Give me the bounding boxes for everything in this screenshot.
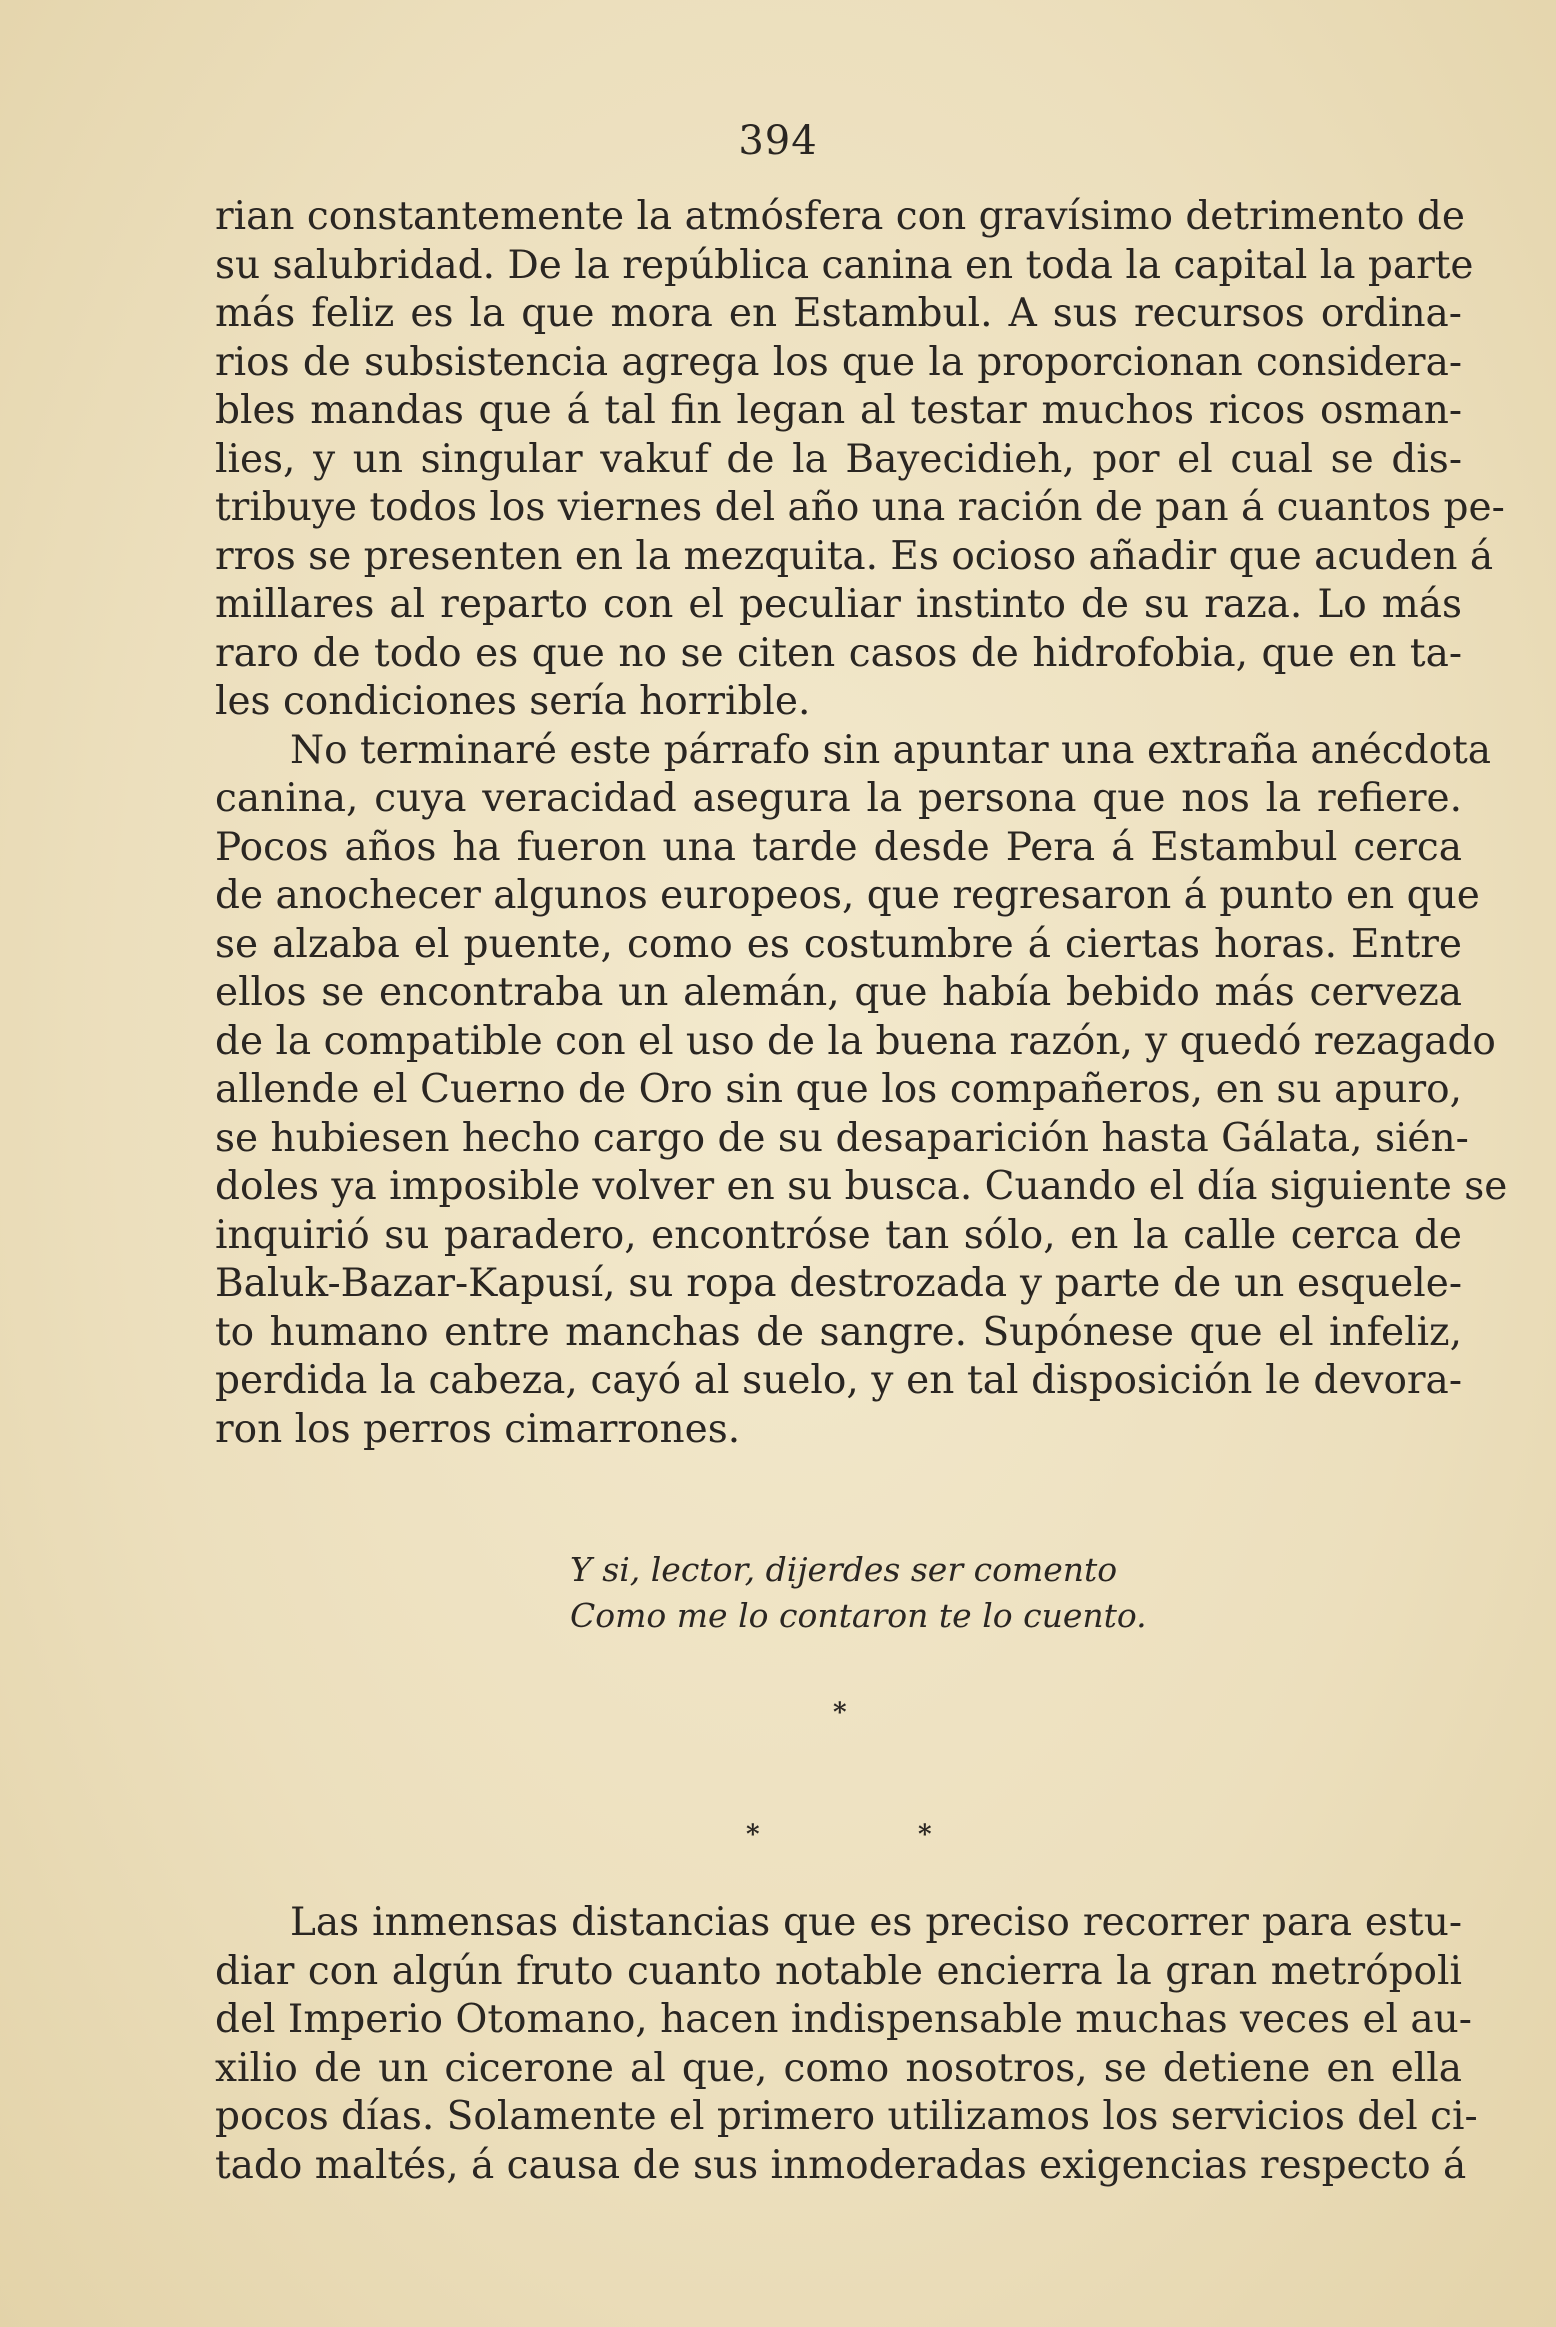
text-line: to humano entre manchas de sangre. Supónese que el infeliz, [215, 1309, 1462, 1355]
text-line: rios de subsistencia agrega los que la proporcionan considera- [215, 339, 1462, 385]
text-line: allende el Cuerno de Oro sin que los compañeros, en su apuro, [215, 1067, 1462, 1112]
text-line: raro de todo es que no se citen casos de hidrofobia, que en ta- [215, 630, 1462, 676]
text-line: de anochecer algunos europeos, que regresaron á punto en que [215, 873, 1480, 918]
verse-line: Y si, lector, dijerdes ser comento [570, 1550, 1118, 1589]
body-text-upper [215, 193, 1508, 1454]
text-line: canina, cuya veracidad asegura la persona que nos la refiere. [215, 776, 1462, 821]
text-line: más feliz es la que mora en Estambul. A sus recursos ordina- [215, 291, 1462, 336]
text-line: Pocos años ha fueron una tarde desde Pera á Estambul cerca [215, 824, 1462, 870]
text-line: No terminaré este párrafo sin apuntar una extraña anécdota [290, 727, 1492, 773]
page-number: 394 [738, 118, 818, 164]
text-line: ron los perros cimarrones. [215, 1406, 741, 1452]
text-line: pocos días. Solamente el primero utilizamos los servicios del ci- [215, 2094, 1478, 2139]
text-line: perdida la cabeza, cayó al suelo, y en tal disposición le devora- [215, 1358, 1462, 1403]
text-line: tado maltés, á causa de sus inmoderadas exigencias respecto á [215, 2142, 1467, 2188]
text-line: inquirió su paradero, encontróse tan sólo, en la calle cerca de [215, 1212, 1462, 1258]
text-line: diar con algún fruto cuanto notable encierra la gran metrópoli [215, 1948, 1462, 1994]
text-line: xilio de un cicerone al que, como nosotros, se detiene en ella [215, 2045, 1462, 2091]
text-line: les condiciones sería horrible. [215, 679, 811, 724]
text-line: bles mandas que á tal fin legan al testar muchos ricos osman- [215, 388, 1462, 433]
asterism-star: * [833, 1698, 847, 1728]
asterism-star: * [918, 1820, 932, 1850]
text-line: tribuye todos los viernes del año una ración de pan á cuantos pe- [215, 485, 1505, 530]
body-text-lower [215, 1899, 1478, 2190]
text-line: Baluk-Bazar-Kapusí, su ropa destrozada y parte de un esquele- [215, 1261, 1462, 1306]
verse-line: Como me lo contaron te lo cuento. [570, 1596, 1147, 1635]
text-line: de la compatible con el uso de la buena razón, y quedó rezagado [215, 1018, 1496, 1064]
asterism-star: * [746, 1820, 760, 1850]
text-line: lies, y un singular vakuf de la Bayecidieh, por el cual se dis- [215, 436, 1462, 482]
text-line: se alzaba el puente, como es costumbre á ciertas horas. Entre [215, 921, 1462, 967]
text-line: Las inmensas distancias que es preciso recorrer para estu- [290, 1900, 1462, 1945]
text-line: doles ya imposible volver en su busca. Cuando el día siguiente se [215, 1164, 1508, 1209]
text-line: rros se presenten en la mezquita. Es ocioso añadir que acuden á [215, 533, 1494, 579]
text-line: rian constantemente la atmósfera con gravísimo detrimento de [215, 194, 1465, 239]
text-line: su salubridad. De la república canina en toda la capital la parte [215, 242, 1474, 288]
text-line: ellos se encontraba un alemán, que había bebido más cerveza [215, 970, 1462, 1015]
text-line: del Imperio Otomano, hacen indispensable muchas veces el au- [215, 1997, 1472, 2042]
text-line: se hubiesen hecho cargo de su desaparición hasta Gálata, sién- [215, 1115, 1469, 1161]
text-line: millares al reparto con el peculiar instinto de su raza. Lo más [215, 582, 1462, 627]
